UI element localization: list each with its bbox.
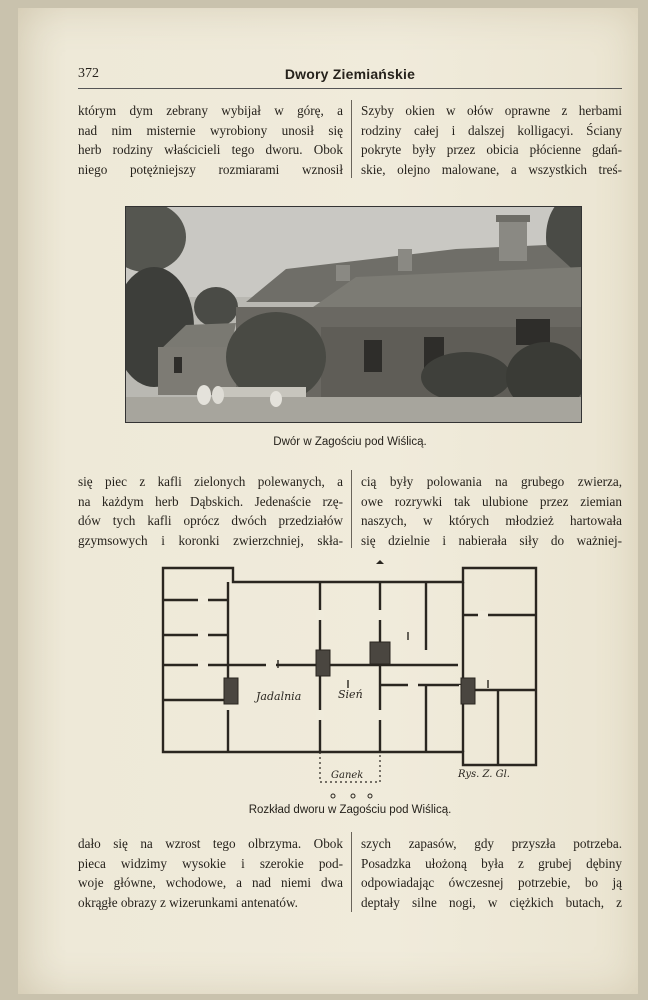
plan-label-dining: Jadalnia	[256, 690, 302, 703]
text-column-right-2	[361, 472, 622, 550]
text-column-left-2	[78, 472, 343, 550]
page-number: 372	[78, 66, 99, 81]
plan-label-porch: Ganek	[331, 770, 364, 781]
text-line: herb rodziny właścicieli tego dworu. Obok	[78, 142, 343, 157]
text-line: Szyby okien w ołów oprawne z herbami	[361, 103, 622, 118]
text-line: się dzielnie i nabierała siły do ważniej-	[361, 532, 622, 548]
page-header	[78, 66, 622, 86]
text-line: skie, olejno malowane, a wszystkich treś-	[361, 161, 622, 177]
text-line: naszych, w których młodzież hartowała	[361, 513, 622, 528]
plan-caption: Rozkład dworu w Zagościu pod Wiślicą.	[248, 804, 452, 816]
text-line: okrągłe obrazy z wizerunkami antenatów.	[78, 894, 298, 910]
running-title: Dwory Ziemiańskie	[284, 66, 416, 82]
text-line: rodziny całej i dalszej kolligacyi. Ściany	[361, 122, 622, 138]
text-line: nad nim misternie wyrobiony unosił się	[78, 122, 343, 138]
text-line: woje główne, wchodowe, a nad niemi dwa	[78, 875, 343, 890]
plan-signature: Rys. Z. Gl.	[458, 769, 510, 780]
text-line: dów tych kafli oprócz dwóch przedziałów	[78, 513, 343, 528]
floor-plan-drawing	[158, 560, 552, 800]
text-line: niego potężniejszy rozmiarami wznosił	[78, 161, 343, 177]
text-column-right-1	[361, 101, 622, 179]
text-line: owe rozrywki tak ulubione przez ziemian	[361, 493, 622, 509]
text-line: którym dym zebrany wybijał w górę, a	[78, 103, 343, 118]
text-line: na każdym herb Dąbskich. Jedenaście rzę-	[78, 493, 343, 509]
text-line: gzymsowych i koronki zwierzchniej, skła-	[78, 532, 343, 548]
text-column-left-3	[78, 834, 343, 912]
text-line: odpowiadając ówczesnej potrzebie, bo ją	[361, 875, 622, 890]
column-divider	[351, 100, 352, 178]
text-column-left-1	[78, 101, 343, 179]
text-line: szych zapasów, gdy przyszła potrzeba.	[361, 836, 622, 851]
photo-caption: Dwór w Zagościu pod Wiślicą.	[273, 436, 427, 448]
column-divider	[351, 470, 352, 548]
text-line: się piec z kafli zielonych polewanych, a	[78, 474, 343, 489]
header-rule	[78, 88, 622, 89]
text-line: deptały silne nogi, w ciężkich butach, z	[361, 894, 622, 910]
manor-house-photo	[125, 206, 582, 423]
plan-label-hall: Sień	[338, 688, 363, 701]
floor-plan	[158, 560, 552, 800]
text-line: pokryte były przez obicia płócienne gdań-	[361, 142, 622, 157]
text-line: cią były polowania na grubego zwierza,	[361, 474, 622, 489]
text-line: Posadzka ułożoną była z grubej dębiny	[361, 855, 622, 871]
text-line: dało się na wzrost tego olbrzyma. Obok	[78, 836, 343, 851]
text-column-right-3	[361, 834, 622, 912]
text-line: pieca widzimy wysokie i szerokie pod-	[78, 855, 343, 871]
manor-house-illustration	[126, 207, 581, 422]
column-divider	[351, 832, 352, 912]
